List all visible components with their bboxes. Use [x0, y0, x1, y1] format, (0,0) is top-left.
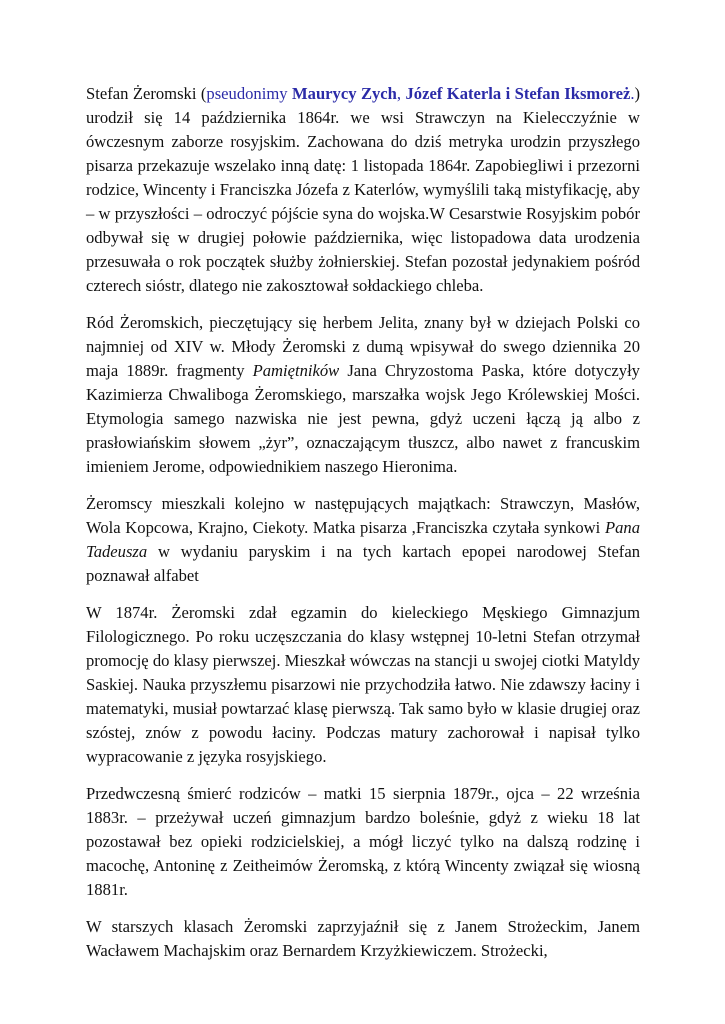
- paragraph-2: [86, 311, 640, 479]
- text-segment: W starszych klasach Żeromski zaprzyjaźnił się z Janem Strożeckim, Janem Wacławem Machajskim oraz Bernardem Krzyżkiewiczem. Strożecki,: [86, 917, 640, 960]
- pseudonym-link-jozef-katerla[interactable]: Józef Katerla i Stefan Iksmoreż: [405, 84, 631, 103]
- text-segment: Ród Żeromskich, pieczętujący się herbem Jelita, znany był w dziejach Polski co najmniej od XIV w. Młody Żeromski z dumą wpisywał do swego dziennika 20 maja 1889r. fragmenty: [86, 313, 640, 380]
- paragraph-4: [86, 601, 640, 769]
- text-segment: w wydaniu paryskim i na tych kartach epopei narodowej Stefan poznawał alfabet: [86, 542, 640, 585]
- pseudonyms-label: pseudonimy: [206, 84, 292, 103]
- paragraph-3: [86, 492, 640, 588]
- text-segment: Stefan Żeromski (: [86, 84, 207, 103]
- paragraph-1: [86, 82, 640, 298]
- text-segment: W 1874r. Żeromski zdał egzamin do kieleckiego Męskiego Gimnazjum Filologicznego. Po roku uczęszczania do klasy wstępnej 10-letni Stefan otrzymał promocję do klasy pierwszej. Mieszkał wówczas na stancji u swojej ciotki Matyldy Saskiej. Nauka przyszłemu pisarzowi nie przychodziła łatwo. Nie zdawszy łaciny i matematyki, musiał powtarzać klasę pierwszą. Tak samo było w klasie drugiej oraz szóstej, znów z powodu łaciny. Podczas matury zachorował i napisał tylko wypracowanie z języka rosyjskiego.: [86, 603, 640, 766]
- italic-title-pan-tadeusz: Pana Tadeusza: [86, 518, 640, 561]
- text-segment: .: [630, 84, 635, 103]
- text-segment: Przedwczesną śmierć rodziców – matki 15 sierpnia 1879r., ojca – 22 września 1883r. – przeżywał uczeń gimnazjum bardzo boleśnie, gdyż z wieku 18 lat pozostawał bez opieki rodzicielskiej, a mógł liczyć tylko na dalszą rodzinę i macochę, Antoninę z Zeitheimów Żeromską, z którą Wincenty związał się wiosną 1881r.: [86, 784, 640, 899]
- italic-title-pamietniki: Pamiętników: [252, 361, 340, 380]
- paragraph-6: [86, 915, 640, 963]
- text-segment: ) urodził się 14 października 1864r. we wsi Strawczyn na Kielecczyźnie w ówczesnym zaborze rosyjskim. Zachowana do dziś metryka urodzin przyszłego pisarza przekazuje wszelako inną datę: 1 listopada 1864r. Zapobiegliwi i przezorni rodzice, Wincenty i Franciszka Józefa z Katerlów, wymyślili taką mistyfikację, aby – w przyszłości – odroczyć pójście syna do wojska.W Cesarstwie Rosyjskim pobór odbywał się w drugiej połowie października, więc listopadowa data urodzenia przesuwała o rok początek służby żołnierskiej. Stefan pozostał jedynakiem pośród czterech sióstr, dlatego nie zakosztował sołdackiego chleba.: [86, 84, 641, 295]
- document-page: [86, 82, 640, 963]
- text-segment: Żeromscy mieszkali kolejno w następujących majątkach: Strawczyn, Masłów, Wola Kopcowa, Krajno, Ciekoty. Matka pisarza ,Franciszka czytała synkowi: [86, 494, 640, 537]
- pseudonym-link-maurycy-zych[interactable]: Maurycy Zych: [291, 84, 397, 103]
- text-segment: Jana Chryzostoma Paska, które dotyczyły Kazimierza Chwaliboga Żeromskiego, marszałka wojsk Jego Królewskiej Mości. Etymologia samego nazwiska nie jest pewna, gdyż uczeni łączą ją albo z prasłowiańskim słowem „żyr”, oznaczającym tłuszcz, albo nawet z francuskim imieniem Jerome, odpowiednikiem naszego Hieronima.: [86, 361, 640, 476]
- paragraph-5: [86, 782, 640, 902]
- text-segment: ,: [396, 84, 406, 103]
